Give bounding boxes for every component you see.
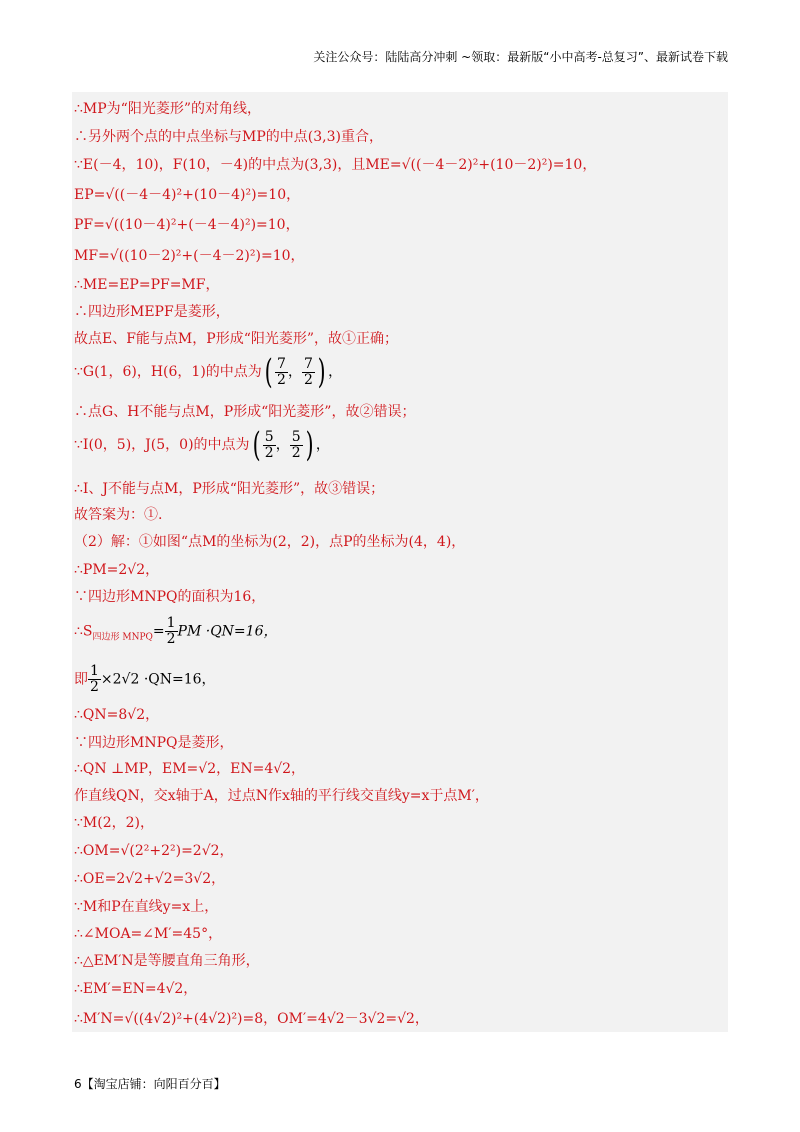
numerator: 7 [303, 355, 313, 372]
solution-line: ∴QN ⊥MP，EM=√2，EN=4√2， [74, 761, 306, 777]
solution-line: 故点E、F能与点M，P形成“阳光菱形”，故①正确； [74, 331, 399, 347]
comma: ， [275, 437, 290, 453]
solution-line: ∴△EM′N是等腰直角三角形， [74, 953, 260, 969]
solution-line: ∴∠MOA=∠M′=45°， [74, 926, 223, 942]
line-text: ∵G(1，6)，H(6，1)的中点为 [74, 364, 262, 380]
solution-line: ∵M和P在直线y=x上， [74, 899, 219, 915]
page-footer: 6【淘宝店铺：向阳百分百】 [74, 1077, 226, 1091]
solution-line: ∴QN=8√2， [74, 707, 160, 723]
line-text: ∵I(0，5)，J(5，0)的中点为 [74, 437, 250, 453]
denominator: 2 [166, 631, 176, 647]
solution-line: ∴PM=2√2， [74, 562, 160, 578]
solution-line: PF=√((10－4)²+(－4－4)²)=10， [74, 217, 300, 233]
solution-line: ∴M′N=√((4√2)²+(4√2)²)=8，OM′=4√2－3√2=√2， [74, 1011, 429, 1027]
solution-line: ∴OE=2√2+√2=3√2， [74, 871, 226, 887]
open-paren: ( [252, 425, 261, 465]
solution-line: ∵M(2，2)， [74, 815, 154, 831]
open-paren: ( [264, 352, 273, 392]
solution-line: ∴EM′=EN=4√2， [74, 981, 198, 997]
solution-line: EP=√((－4－4)²+(10－4)²)=10， [74, 187, 301, 203]
equals: = [152, 623, 165, 640]
comma: ， [287, 364, 302, 380]
fraction [263, 430, 276, 461]
fraction [165, 616, 178, 647]
close-paren: ) [317, 352, 326, 392]
solution-line: ∴点G、H不能与点M，P形成“阳光菱形”，故②错误； [74, 404, 416, 420]
solution-line [74, 425, 330, 465]
line-text: ∴S [74, 623, 93, 640]
solution-line: ∴MP为“阳光菱形”的对角线， [74, 101, 261, 117]
solution-line: ∵四边形MNPQ是菱形， [74, 735, 234, 751]
numerator: 5 [291, 428, 301, 445]
solution-line [74, 352, 343, 392]
denominator: 2 [303, 371, 313, 388]
denominator: 2 [90, 679, 99, 695]
line-text: PM ·QN=16， [177, 623, 278, 640]
fraction [88, 664, 101, 695]
solution-line: （2）解：①如图“点M的坐标为(2，2)，点P的坐标为(4，4)， [74, 534, 466, 550]
numerator: 1 [166, 615, 176, 631]
line-text: ×2√2 ·QN=16， [100, 671, 216, 688]
solution-line: MF=√((10－2)²+(－4－2)²)=10， [74, 248, 305, 264]
denominator: 2 [277, 371, 286, 388]
numerator: 1 [90, 663, 99, 679]
solution-line: ∴I、J不能与点M，P形成“阳光菱形”，故③错误； [74, 481, 385, 497]
fraction [275, 357, 288, 388]
solution-line: ∵四边形MNPQ的面积为16， [74, 589, 266, 605]
denominator: 2 [264, 444, 274, 461]
fraction [290, 430, 303, 461]
solution-line: ∵E(－4，10)，F(10，－4)的中点为(3,3)，且ME=√((－4－2)²+(10－2)²)=10， [74, 157, 597, 173]
solution-line [74, 616, 277, 647]
solution-line [74, 664, 216, 695]
solution-line: ∴四边形MEPF是菱形， [74, 304, 230, 320]
solution-line: ∴另外两个点的中点坐标与MP的中点(3,3)重合， [74, 129, 383, 145]
numerator: 7 [277, 355, 286, 372]
comma: ， [328, 364, 343, 380]
close-paren: ) [305, 425, 314, 465]
line-text: 即 [74, 671, 88, 688]
solution-line: 作直线QN，交x轴于A，过点N作x轴的平行线交直线y=x于点M′， [74, 788, 489, 804]
numerator: 5 [264, 428, 274, 445]
solution-line: ∴OM=√(2²+2²)=2√2， [74, 843, 234, 859]
comma: ， [315, 437, 330, 453]
solution-line: ∴ME=EP=PF=MF， [74, 277, 220, 293]
solution-line: 故答案为：①. [74, 507, 163, 523]
denominator: 2 [291, 444, 301, 461]
fraction [302, 357, 315, 388]
page-header: 关注公众号：陆陆高分冲刺 ~领取：最新版“小中高考-总复习”、最新试卷下载 [313, 50, 728, 64]
subscript: 四边形 MNPQ [92, 632, 153, 643]
solution-box [72, 92, 728, 1032]
